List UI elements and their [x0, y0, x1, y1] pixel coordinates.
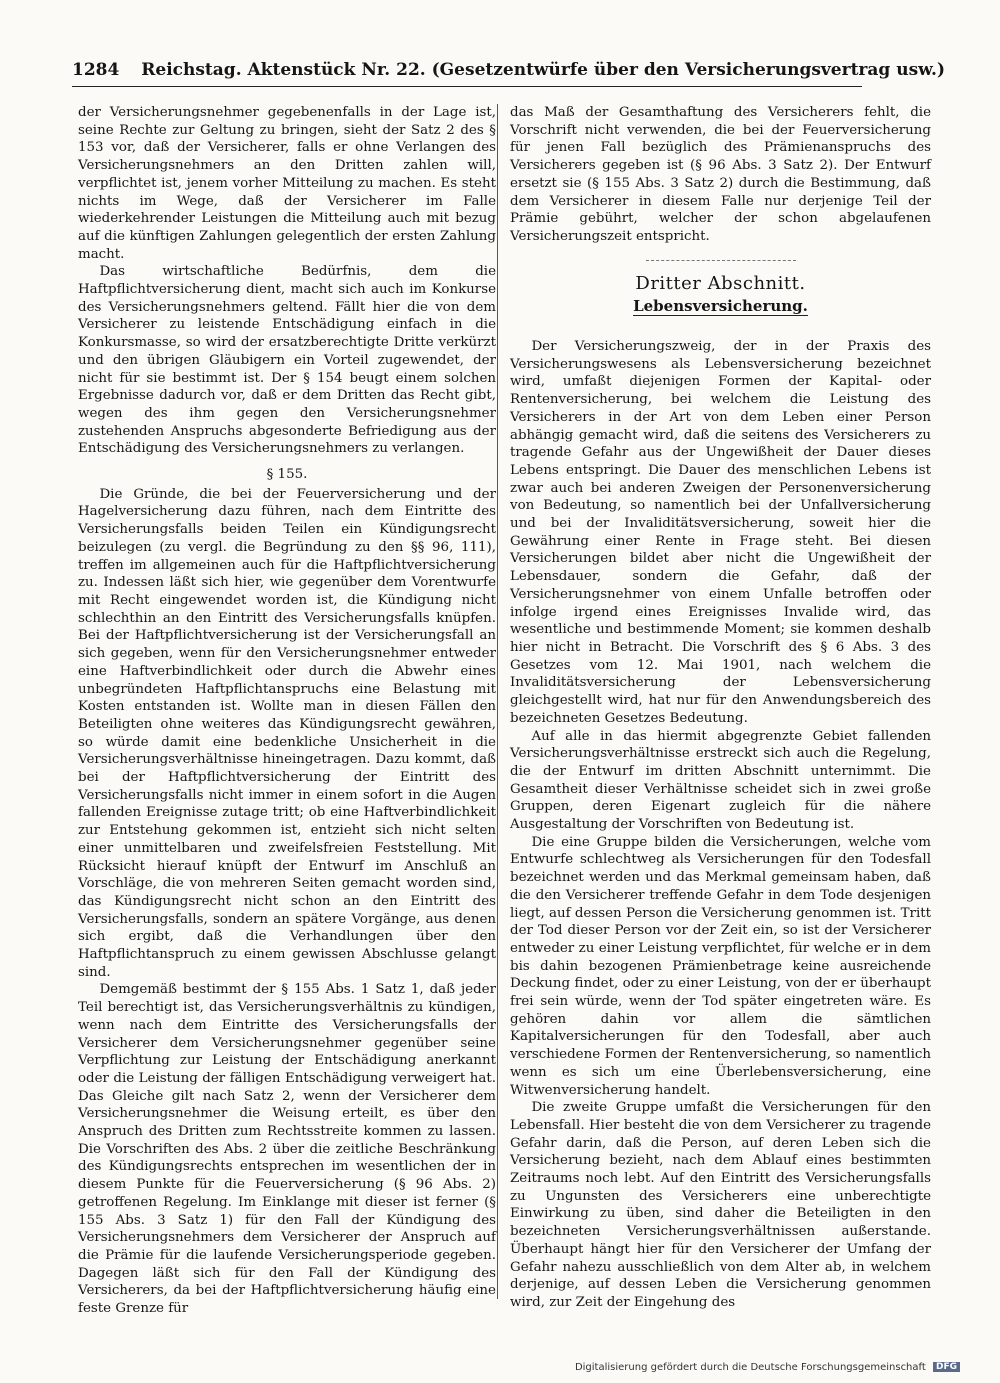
- page-header: [72, 60, 946, 87]
- section-subtitle-text: Lebensversicherung.: [633, 297, 808, 316]
- right-paragraph-2: Der Versicherungszweig, der in der Praxis des Versicherungswesens als Lebensversicherung bezeichnet wird, umfaßt diejenigen Formen der Kapital- oder Rentenversicherung, bei welchem die Leistung des Versicherers in der Art von dem Leben einer Person abhängig gemacht wird, daß die seitens des Versicherers zu tragende Gefahr aus der Ungewißheit der Dauer dieses Lebens entspringt. Die Dauer des menschlichen Lebens ist zwar auch bei anderen Zweigen der Personenversicherung von Bedeutung, so namentlich bei der Unfallversicherung und bei der Invaliditätsversicherung, soweit hier die Gewährung einer Rente in Frage steht. Bei diesen Versicherungen bildet aber nicht die Ungewißheit der Lebensdauer, sondern die Gefahr, daß der Versicherungsnehmer von einem Unfalle betroffen oder infolge irgend eines Ereignisses Invalide wird, das wesentliche und bestimmende Moment; sie kommen deshalb hier nicht in Betracht. Die Vorschrift des § 6 Abs. 3 des Gesetzes vom 12. Mai 1901, nach welchem die Invaliditätsversicherung der Lebensversicherung gleichgestellt wird, hat nur für den Anwendungsbereich des bezeichneten Gesetzes Bedeutung.: [510, 339, 931, 726]
- right-paragraph-4: Die eine Gruppe bilden die Versicherungen, welche vom Entwurfe schlechtweg als Versicherungen für den Todesfall bezeichnet werden und das Merkmal gemeinsam haben, daß die den Versicherer treffende Gefahr in dem Tode desjenigen liegt, auf dessen Person die Versicherung genommen ist. Tritt der Tod dieser Person vor der Zeit ein, so ist der Versicherer entweder zu einer Leistung verpflichtet, für welche er in dem bis dahin bezogenen Prämienbetrage keine ausreichende Deckung findet, oder zu einer Leistung, von der er überhaupt frei sein würde, wenn der Tod später eingetreten wäre. Es gehören dahin vor allem die sämtlichen Kapitalversicherungen für den Todesfall, aber auch verschiedene Formen der Rentenversicherung, so namentlich wenn es sich um eine Überlebensversicherung, eine Witwenversicherung handelt.: [510, 834, 931, 1098]
- right-paragraph-3: Auf alle in das hiermit abgegrenzte Gebiet fallenden Versicherungsverhältnisse erstreckt sich auch die Regelung, die der Entwurf im dritten Abschnitt unternimmt. Die Gesamtheit dieser Verhältnisse scheidet sich in zwei große Gruppen, deren Eigenart zugleich für die nähere Ausgestaltung der Vorschriften von Bedeutung ist.: [510, 728, 931, 833]
- running-title: Reichstag. Aktenstück Nr. 22. (Gesetzentwürfe über den Versicherungsvertrag usw.): [141, 60, 946, 80]
- right-paragraph-5: Die zweite Gruppe umfaßt die Versicherungen für den Lebensfall. Hier besteht die von dem Versicherer zu tragende Gefahr darin, daß die Person, auf deren Leben sich die Versicherung bezieht, nach dem Ablauf eines bestimmten Zeitraums noch lebt. Auf den Eintritt des Versicherungsfalls zu Ungunsten des Versicherers eine unberechtigte Einwirkung zu üben, sind daher die Beteiligten in den bezeichneten Versicherungsverhältnissen außerstande. Überhaupt hängt hier für den Versicherer der Umfang der Gefahr nahezu ausschließlich von dem Alter ab, in welchem derjenige, auf dessen Leben die Versicherung genommen wird, zur Zeit der Eingehung des: [510, 1100, 931, 1310]
- left-paragraph-4: Demgemäß bestimmt der § 155 Abs. 1 Satz 1, daß jeder Teil berechtigt ist, das Versicherungsverhältnis zu kündigen, wenn nach dem Eintritte des Versicherungsfalls der Versicherer dem Versicherungsnehmer gegenüber seine Verpflichtung zur Leistung der Entschädigung anerkannt oder die Leistung der fälligen Entschädigung verweigert hat. Das Gleiche gilt nach Satz 2, wenn der Versicherer dem Versicherungsnehmer die Weisung erteilt, es über den Anspruch des Dritten zum Rechtsstreite kommen zu lassen. Die Vorschriften des Abs. 2 über die zeitliche Beschränkung des Kündigungsrechts entsprechen im wesentlichen der in diesem Punkte für die Feuerversicherung (§ 96 Abs. 2) getroffenen Regelung. Im Einklange mit dieser ist ferner (§ 155 Abs. 3 Satz 1) für den Fall der Kündigung des Versicherungsnehmers dem Versicherer der Anspruch auf die Prämie für die laufende Versicherungsperiode gegeben. Dagegen läßt sich für den Fall der Kündigung des Versicherers, da bei der Haftpflichtversicherung häufig eine feste Grenze für: [78, 982, 496, 1317]
- left-column: [78, 104, 496, 1318]
- section-title: Dritter Abschnitt.: [635, 272, 806, 294]
- footer-credit: [575, 1362, 960, 1373]
- footer-text: Digitalisierung gefördert durch die Deutsche Forschungsgemeinschaft: [574, 1362, 926, 1373]
- right-paragraph-1: das Maß der Gesamthaftung des Versicherers fehlt, die Vorschrift nicht verwenden, die bei der Feuerversicherung für jenen Fall bezüglich des Prämienanspruchs des Versicherers gegeben ist (§ 96 Abs. 3 Satz 2). Der Entwurf ersetzt sie (§ 155 Abs. 3 Satz 2) durch die Bestimmung, daß dem Versicherer in diesem Falle nur derjenige Teil der Prämie gebührt, welcher der schon abgelaufenen Versicherungszeit entspricht.: [510, 105, 931, 244]
- left-paragraph-2: Das wirtschaftliche Bedürfnis, dem die Haftpflichtversicherung dient, macht sich auch im Konkurse des Versicherungsnehmers geltend. Fällt hier die von dem Versicherer zu leistende Entschädigung einfach in die Konkursmasse, so wird der ersatzberechtigte Dritte verkürzt und den übrigen Gläubigern ein Vorteil zugewendet, der nicht für sie bestimmt ist. Der § 154 beugt einem solchen Ergebnisse dadurch vor, daß er dem Dritten das Recht gibt, wegen des ihm gegen den Versicherungsnehmer zustehenden Anspruchs abgesonderte Befriedigung aus der Entschädigung des Versicherungsnehmers zu verlangen.: [78, 264, 496, 457]
- section-paragraph-heading: § 155.: [266, 467, 308, 483]
- right-column: [510, 104, 931, 1312]
- section-separator: [646, 260, 796, 261]
- dfg-logo: DFG: [933, 1362, 960, 1372]
- column-divider: [497, 104, 498, 1299]
- left-paragraph-1: der Versicherungsnehmer gegebenenfalls in der Lage ist, seine Rechte zur Geltung zu bringen, sieht der Satz 2 des § 153 vor, daß der Versicherer, falls er ohne Verlangen des Versicherungsnehmers an den Dritten zahlen will, verpflichtet ist, jenem vorher Mitteilung zu machen. Es steht nichts im Wege, daß der Versicherer im Falle wiederkehrender Leistungen die Mitteilung auch mit bezug auf die künftigen Zahlungen gelegentlich der ersten Zahlung macht.: [78, 105, 496, 262]
- left-paragraph-3: Die Gründe, die bei der Feuerversicherung und der Hagelversicherung dazu führen, nach dem Eintritte des Versicherungsfalls beiden Teilen ein Kündigungsrecht beizulegen (zu vergl. die Begründung zu den §§ 96, 111), treffen im allgemeinen auch für die Haftpflichtversicherung zu. Indessen läßt sich hier, wie gegenüber dem Vorentwurfe mit Recht eingewendet worden ist, die Kündigung nicht schlechthin an den Eintritt des Versicherungsfalls knüpfen. Bei der Haftpflichtversicherung ist der Versicherungsfall an sich gegeben, wenn für den Versicherungsnehmer entweder eine Haftverbindlichkeit oder durch die Abwehr eines unbegründeten Haftpflichtanspruchs eine Belastung mit Kosten entstanden ist. Wollte man in diesen Fällen den Beteiligten ohne weiteres das Kündigungsrecht gewähren, so würde damit eine bedenkliche Unsicherheit in die Versicherungsverhältnisse hineingetragen. Dazu kommt, daß bei der Haftpflichtversicherung der Eintritt des Versicherungsfalls nicht immer in einem sofort in die Augen fallenden Ereignisse zutage tritt; ob eine Haftverbindlichkeit zur Entstehung gekommen ist, entzieht sich nicht selten einer unmittelbaren und zweifelsfreien Feststellung. Mit Rücksicht hierauf knüpft der Entwurf im Anschluß an Vorschläge, die von mehreren Seiten gemacht worden sind, das Kündigungsrecht nicht schon an den Eintritt des Versicherungsfalls, sondern an spätere Vorgänge, aus denen sich ergibt, daß die Verhandlungen über den Haftpflichtanspruch zu einem gewissen Abschlusse gelangt sind.: [78, 486, 496, 980]
- section-subtitle: [510, 298, 931, 316]
- page-number: 1284: [72, 60, 120, 80]
